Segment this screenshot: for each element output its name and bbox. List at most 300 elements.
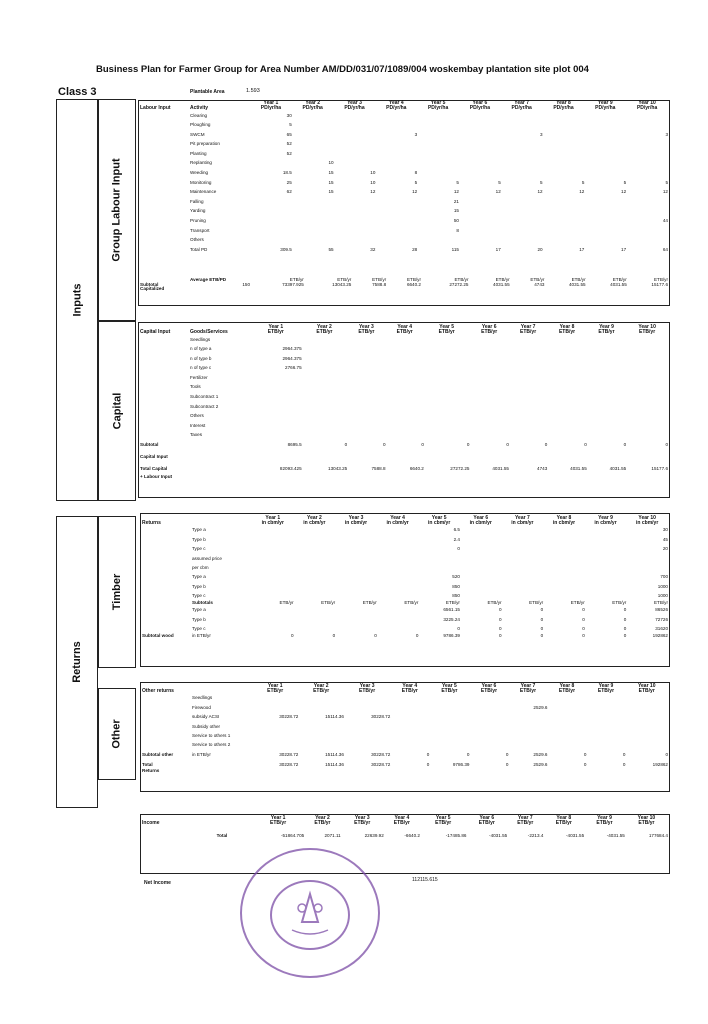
table-cell — [460, 545, 502, 554]
table-cell — [469, 741, 508, 750]
table-cell — [375, 149, 417, 159]
table-cell — [501, 111, 543, 121]
table-cell — [502, 554, 544, 563]
table-cell: 20 — [662, 546, 668, 552]
goods-name: Taxes — [190, 432, 202, 438]
table-cell — [335, 526, 377, 535]
table-cell: 6640.2 — [409, 466, 424, 472]
unit-header: in cbm/yr — [344, 520, 368, 526]
unit-header: ETB/yr — [354, 820, 371, 826]
timber-label: Timber — [111, 573, 124, 611]
table-cell — [424, 383, 470, 393]
table-cell — [142, 535, 192, 544]
table-cell — [469, 431, 508, 441]
table-cell: 50 — [453, 218, 459, 224]
table-cell: -4031.55 — [489, 832, 508, 838]
unit-header: ETB/yr — [438, 329, 455, 335]
table-cell — [377, 526, 419, 535]
table-cell — [469, 421, 508, 431]
table-cell — [424, 421, 470, 431]
table-cell — [302, 421, 348, 431]
table-cell — [335, 573, 377, 582]
table-cell — [469, 354, 508, 364]
timber-table — [142, 516, 668, 638]
table-cell — [390, 713, 429, 722]
table-cell — [459, 111, 501, 121]
table-cell — [347, 412, 385, 422]
table-cell: -4031.55 — [606, 832, 625, 838]
table-cell — [142, 615, 192, 624]
table-cell: 15177.6 — [651, 281, 668, 287]
goods-name: Tools — [190, 384, 201, 390]
table-cell: 17 — [579, 246, 585, 252]
timber-type: Type a — [192, 607, 206, 613]
table-cell: 0 — [665, 752, 668, 758]
table-cell — [190, 441, 250, 451]
unit-header: in cbm/yr — [511, 520, 534, 526]
unit-header: ETB/yr — [313, 688, 330, 694]
table-cell — [334, 217, 376, 227]
table-row — [140, 159, 668, 169]
table-cell — [252, 741, 298, 750]
activity-name: Monitoring — [190, 179, 212, 185]
activity-name: SWCM — [190, 131, 205, 137]
table-cell — [334, 149, 376, 159]
table-cell: 12 — [621, 189, 627, 195]
table-cell: 850 — [452, 583, 460, 589]
table-cell — [424, 354, 470, 364]
timber-type: Type b — [192, 583, 206, 589]
table-cell: 0 — [426, 752, 430, 758]
table-cell — [334, 226, 376, 236]
year-header: Year 5 — [431, 515, 447, 521]
capitalized-label: Capitalized — [140, 286, 165, 292]
unit-header: ETB/yr — [321, 600, 336, 606]
table-cell — [626, 335, 668, 345]
table-cell: 0 — [582, 616, 585, 622]
table-cell: 0 — [540, 607, 544, 613]
table-cell: 0 — [506, 442, 509, 448]
labour-table — [140, 101, 668, 255]
table-cell — [502, 545, 544, 554]
activity-name: Falling — [190, 198, 204, 204]
table-row — [140, 140, 668, 150]
table-cell — [586, 713, 625, 722]
year-header: Year 7 — [517, 815, 533, 821]
table-cell — [543, 226, 585, 236]
unit-header: in cbm/yr — [428, 520, 451, 526]
unit-header: ETB/yr — [316, 329, 333, 335]
timber-type: Type c — [192, 593, 206, 599]
table-cell: 2.4 — [453, 536, 460, 542]
unit-header: PD/yr/ha — [636, 105, 658, 111]
table-cell — [142, 545, 192, 554]
table-cell — [625, 741, 668, 750]
table-cell: 0 — [421, 442, 424, 448]
year-header: Year 4 — [402, 683, 418, 689]
table-cell: 0 — [505, 752, 509, 758]
table-cell — [140, 207, 190, 217]
year-header: Year 2 — [307, 515, 322, 521]
table-cell — [140, 412, 190, 422]
table-cell: 9786.39 — [452, 761, 470, 767]
table-cell — [140, 421, 190, 431]
subtotals-label: Subtotals — [192, 600, 213, 606]
table-cell: 0 — [623, 632, 627, 638]
table-cell — [509, 364, 547, 374]
table-cell — [625, 732, 668, 741]
year-header: Year 8 — [559, 683, 575, 689]
table-cell: 5 — [540, 179, 543, 185]
table-cell: 0 — [622, 752, 626, 758]
table-cell — [292, 130, 334, 140]
table-cell — [250, 373, 302, 383]
timber-type: assumed price — [192, 555, 222, 561]
table-cell — [335, 554, 377, 563]
table-cell — [429, 713, 469, 722]
other-label: Other — [111, 719, 123, 749]
table-cell — [390, 694, 429, 703]
avg-value: 150 — [242, 281, 250, 287]
table-cell — [501, 169, 543, 179]
table-cell — [298, 741, 344, 750]
other-return-name: Firewood — [192, 704, 211, 710]
section-subheader: Activity — [190, 105, 209, 111]
table-cell — [390, 732, 429, 741]
table-cell — [417, 111, 459, 121]
table-cell — [543, 197, 585, 207]
table-cell: 12 — [537, 189, 543, 195]
table-cell — [543, 564, 585, 573]
table-cell: 4743 — [537, 466, 548, 472]
year-header: Year 9 — [599, 324, 614, 330]
activity-name: Ploughing — [190, 122, 211, 128]
year-header: Year 9 — [597, 815, 612, 821]
year-header: Year 1 — [268, 324, 284, 330]
table-cell: 4743 — [534, 281, 545, 287]
year-header: Year 10 — [638, 515, 656, 521]
year-header: Year 2 — [317, 324, 332, 330]
table-cell — [417, 121, 459, 131]
income-table — [142, 816, 668, 846]
table-cell — [543, 573, 585, 582]
year-header: Year 6 — [479, 815, 495, 821]
unit-header: in cbm/yr — [303, 520, 326, 526]
table-cell: 3225.24 — [443, 616, 460, 622]
table-cell — [459, 226, 501, 236]
table-cell — [334, 236, 376, 246]
unit-header: ETB/yr — [495, 277, 510, 282]
year-header: Year 1 — [267, 683, 283, 689]
activity-name: Transport — [190, 227, 210, 233]
year-header: Year 7 — [520, 683, 536, 689]
goods-name: Subcontract 1 — [190, 394, 219, 400]
table-cell — [501, 140, 543, 150]
table-cell: 0 — [583, 761, 587, 767]
table-cell — [347, 345, 385, 355]
table-cell — [509, 412, 547, 422]
table-cell — [501, 207, 543, 217]
table-cell: 0 — [499, 616, 502, 622]
table-cell — [334, 130, 376, 140]
unit-header: ETB/yr — [396, 329, 413, 335]
table-row — [140, 354, 668, 364]
unit-header: ETB/yr — [612, 600, 627, 606]
table-cell: 30228.72 — [279, 752, 299, 758]
table-cell — [502, 573, 544, 582]
unit-header: ETB/yr — [597, 688, 615, 694]
table-cell — [460, 526, 502, 535]
table-cell: 6.5 — [453, 527, 460, 533]
table-cell — [347, 373, 385, 383]
table-cell — [417, 159, 459, 169]
table-cell: 0 — [332, 632, 336, 638]
table-cell — [459, 159, 501, 169]
labour-side-panel — [98, 99, 136, 321]
table-cell — [501, 149, 543, 159]
table-cell — [469, 713, 508, 722]
table-cell — [140, 140, 190, 150]
table-cell — [584, 121, 626, 131]
table-cell — [334, 121, 376, 131]
table-cell — [459, 169, 501, 179]
table-row — [140, 393, 668, 403]
other-return-name: Seedlings — [192, 695, 213, 701]
table-cell: 309.5 — [280, 246, 292, 252]
table-cell — [294, 582, 336, 591]
table-cell — [335, 535, 377, 544]
table-cell: 0 — [544, 442, 548, 448]
table-cell: 2529.6 — [533, 704, 548, 710]
table-cell: 0 — [457, 546, 460, 552]
table-cell — [390, 722, 429, 731]
table-cell — [335, 606, 377, 615]
other-return-name: Service to others 2 — [192, 742, 231, 748]
table-cell — [347, 354, 385, 364]
table-cell — [375, 236, 417, 246]
other-side-panel — [98, 688, 136, 780]
table-cell: 4031.55 — [493, 281, 510, 287]
table-cell: 0 — [415, 632, 419, 638]
unit-header: ETB/yr — [612, 277, 627, 282]
table-cell — [302, 383, 348, 393]
unit-header: ETB/yr — [520, 329, 537, 335]
table-cell — [469, 412, 508, 422]
table-cell — [375, 159, 417, 169]
table-row — [140, 217, 668, 227]
unit-header: ETB/yr — [362, 600, 377, 606]
table-cell — [192, 760, 252, 769]
table-cell: 0 — [466, 752, 470, 758]
table-cell — [543, 140, 585, 150]
table-cell: 27272.25 — [449, 281, 469, 287]
table-cell — [298, 722, 344, 731]
table-cell — [543, 526, 585, 535]
table-cell: 1000 — [657, 593, 668, 599]
table-cell — [375, 111, 417, 121]
table-cell — [626, 159, 668, 169]
table-cell — [386, 364, 424, 374]
table-row — [140, 121, 668, 131]
table-cell — [626, 412, 668, 422]
table-row — [142, 545, 668, 554]
table-cell — [469, 373, 508, 383]
table-cell — [587, 393, 626, 403]
table-cell — [417, 169, 459, 179]
table-cell: 20 — [537, 246, 543, 252]
table-cell — [377, 554, 419, 563]
table-cell — [252, 722, 298, 731]
table-cell: 0 — [291, 632, 294, 638]
table-cell: 8 — [456, 227, 459, 233]
table-cell — [335, 545, 377, 554]
table-cell: 52 — [286, 141, 292, 147]
table-cell — [424, 431, 470, 441]
capital-table — [140, 325, 668, 479]
table-cell — [302, 373, 348, 383]
unit-header: PD/yr/ha — [427, 105, 449, 111]
goods-name: Subcontract 2 — [190, 403, 219, 409]
timber-type: Type c — [192, 546, 206, 552]
table-cell — [142, 703, 192, 712]
table-cell: 25 — [286, 179, 292, 185]
year-header: Year 4 — [390, 515, 405, 521]
table-cell: 0 — [583, 752, 587, 758]
table-cell: 0 — [466, 442, 470, 448]
table-cell — [375, 207, 417, 217]
table-cell — [547, 722, 586, 731]
table-cell — [626, 402, 668, 412]
table-row — [140, 335, 668, 345]
table-cell: 0 — [382, 442, 386, 448]
table-cell — [585, 554, 627, 563]
table-cell — [140, 130, 190, 140]
table-cell: 31620 — [655, 625, 668, 631]
table-cell — [294, 606, 336, 615]
table-cell — [587, 402, 626, 412]
table-cell — [626, 207, 668, 217]
table-cell: 0 — [540, 632, 544, 638]
table-cell — [626, 554, 668, 563]
table-cell — [626, 149, 668, 159]
year-header: Year 5 — [430, 100, 446, 106]
table-cell — [584, 111, 626, 121]
table-cell — [547, 383, 586, 393]
table-cell: 30 — [662, 527, 668, 533]
table-cell — [140, 178, 190, 188]
table-cell — [250, 217, 292, 227]
table-cell — [252, 606, 294, 615]
table-cell — [347, 421, 385, 431]
table-cell — [459, 207, 501, 217]
unit-header: ETB/yr — [401, 688, 418, 694]
section-header: Capital Input — [140, 329, 171, 335]
table-cell — [429, 703, 469, 712]
table-cell — [292, 217, 334, 227]
table-cell — [543, 149, 585, 159]
table-cell — [547, 393, 586, 403]
unit-header: ETB/yr — [406, 277, 421, 282]
table-cell — [302, 412, 348, 422]
unit-header: ETB/yr — [653, 277, 668, 282]
table-cell — [543, 130, 585, 140]
table-row — [140, 130, 668, 140]
activity-name: Total PD — [190, 246, 208, 252]
year-header: Year 6 — [481, 324, 497, 330]
table-cell — [586, 722, 625, 731]
table-cell — [501, 226, 543, 236]
stamp-inner-ring — [270, 880, 350, 950]
table-cell — [142, 564, 192, 573]
table-cell: 0 — [582, 632, 585, 638]
table-cell: 30228.72 — [279, 714, 299, 720]
table-cell — [140, 431, 190, 441]
table-cell — [252, 732, 298, 741]
year-header: Year 10 — [638, 100, 656, 106]
table-row — [142, 606, 668, 615]
unit-header: PD/yr/ha — [344, 105, 365, 111]
table-cell — [292, 149, 334, 159]
table-cell: 4031.55 — [570, 466, 587, 472]
table-cell — [390, 741, 429, 750]
table-cell — [292, 226, 334, 236]
table-cell — [626, 169, 668, 179]
table-cell — [584, 149, 626, 159]
table-cell — [140, 188, 190, 198]
table-cell — [250, 412, 302, 422]
table-cell — [418, 564, 460, 573]
table-cell — [377, 573, 419, 582]
table-cell — [292, 207, 334, 217]
table-row — [142, 535, 668, 544]
table-cell — [502, 564, 544, 573]
table-cell — [140, 217, 190, 227]
table-cell — [292, 121, 334, 131]
table-cell — [459, 121, 501, 131]
table-cell — [375, 197, 417, 207]
table-cell: 12 — [662, 189, 668, 195]
table-cell — [587, 335, 626, 345]
activity-name: Yarding — [190, 208, 206, 214]
table-cell: 0 — [499, 625, 502, 631]
table-cell: 86526 — [655, 607, 668, 613]
table-cell — [469, 364, 508, 374]
unit-header: PD/yr/ha — [386, 105, 407, 111]
section-header: Labour Input — [140, 105, 171, 111]
unit-header: PD/yr/ha — [469, 105, 491, 111]
table-cell — [543, 535, 585, 544]
group-labour-input-label: Group Labour Input — [111, 158, 124, 262]
table-cell — [508, 722, 547, 731]
timber-side-panel — [98, 516, 136, 668]
table-cell — [586, 703, 625, 712]
table-cell — [586, 732, 625, 741]
table-cell — [429, 694, 469, 703]
table-cell: 7588.8 — [371, 466, 386, 472]
table-cell — [501, 217, 543, 227]
year-header: Year 7 — [514, 515, 530, 521]
table-cell — [469, 393, 508, 403]
table-cell — [547, 373, 586, 383]
table-cell — [142, 582, 192, 591]
table-cell — [347, 335, 385, 345]
year-header: Year 2 — [313, 683, 329, 689]
table-cell — [386, 402, 424, 412]
table-cell: 12 — [579, 189, 585, 195]
table-cell — [294, 554, 336, 563]
table-cell: 15 — [453, 208, 459, 214]
table-cell — [508, 741, 547, 750]
